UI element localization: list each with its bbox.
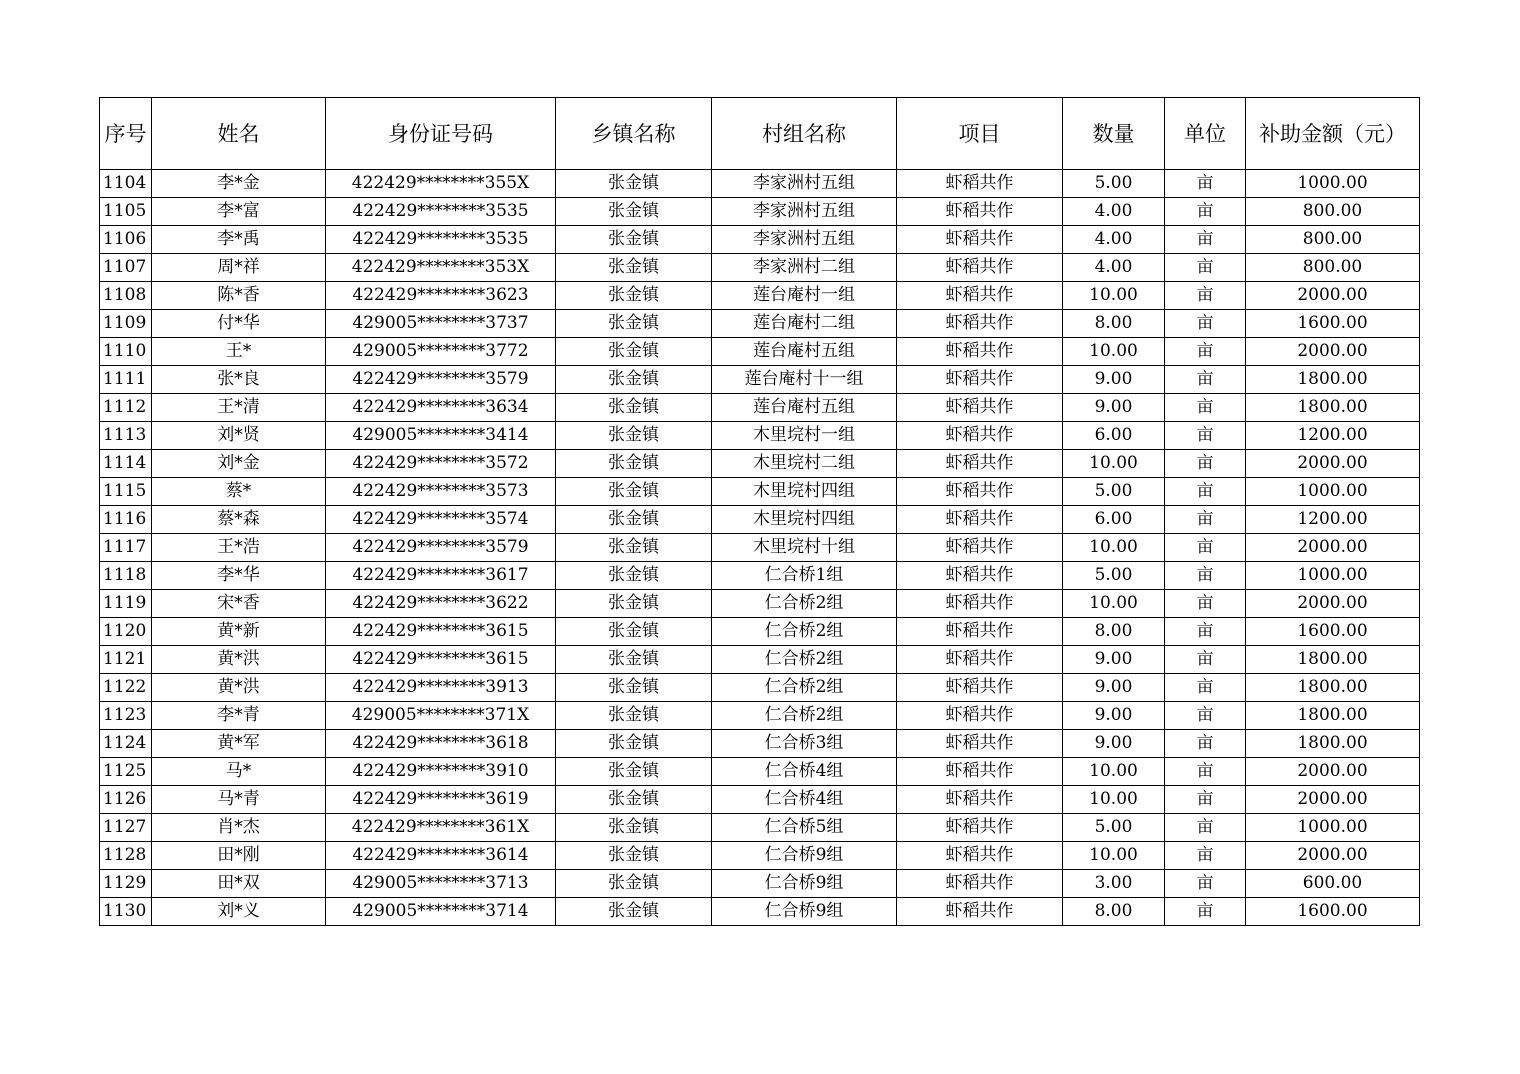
header-project: 项目 (897, 98, 1063, 170)
cell-village: 李家洲村五组 (712, 170, 897, 198)
cell-index: 1124 (100, 730, 152, 758)
cell-quantity: 6.00 (1063, 506, 1165, 534)
cell-name: 李*青 (152, 702, 326, 730)
cell-name: 李*禹 (152, 226, 326, 254)
cell-index: 1105 (100, 198, 152, 226)
cell-village: 木里垸村四组 (712, 506, 897, 534)
table-row (100, 254, 1420, 282)
cell-unit: 亩 (1165, 898, 1246, 926)
cell-quantity: 5.00 (1063, 170, 1165, 198)
cell-town: 张金镇 (556, 646, 712, 674)
cell-name: 田*刚 (152, 842, 326, 870)
cell-index: 1128 (100, 842, 152, 870)
cell-project: 虾稻共作 (897, 254, 1063, 282)
cell-unit: 亩 (1165, 366, 1246, 394)
cell-unit: 亩 (1165, 842, 1246, 870)
cell-id-number: 422429********3618 (326, 730, 556, 758)
table-row (100, 730, 1420, 758)
table-row (100, 422, 1420, 450)
cell-unit: 亩 (1165, 702, 1246, 730)
cell-town: 张金镇 (556, 310, 712, 338)
cell-unit: 亩 (1165, 226, 1246, 254)
cell-project: 虾稻共作 (897, 674, 1063, 702)
cell-town: 张金镇 (556, 254, 712, 282)
cell-town: 张金镇 (556, 534, 712, 562)
cell-village: 仁合桥9组 (712, 842, 897, 870)
cell-unit: 亩 (1165, 562, 1246, 590)
cell-unit: 亩 (1165, 394, 1246, 422)
cell-amount: 800.00 (1246, 198, 1420, 226)
cell-town: 张金镇 (556, 506, 712, 534)
cell-amount: 2000.00 (1246, 338, 1420, 366)
cell-index: 1121 (100, 646, 152, 674)
cell-index: 1130 (100, 898, 152, 926)
cell-index: 1126 (100, 786, 152, 814)
cell-index: 1120 (100, 618, 152, 646)
cell-amount: 1000.00 (1246, 170, 1420, 198)
cell-quantity: 3.00 (1063, 870, 1165, 898)
cell-village: 仁合桥2组 (712, 646, 897, 674)
cell-village: 仁合桥2组 (712, 702, 897, 730)
cell-village: 仁合桥1组 (712, 562, 897, 590)
table-row (100, 618, 1420, 646)
cell-id-number: 422429********3634 (326, 394, 556, 422)
cell-village: 仁合桥2组 (712, 618, 897, 646)
cell-amount: 1800.00 (1246, 394, 1420, 422)
table-row (100, 758, 1420, 786)
cell-id-number: 429005********3772 (326, 338, 556, 366)
cell-id-number: 422429********3614 (326, 842, 556, 870)
cell-id-number: 422429********3615 (326, 646, 556, 674)
cell-town: 张金镇 (556, 422, 712, 450)
cell-village: 李家洲村二组 (712, 254, 897, 282)
table-row (100, 842, 1420, 870)
table-row (100, 674, 1420, 702)
cell-project: 虾稻共作 (897, 478, 1063, 506)
cell-name: 李*富 (152, 198, 326, 226)
cell-amount: 1000.00 (1246, 814, 1420, 842)
cell-town: 张金镇 (556, 758, 712, 786)
cell-project: 虾稻共作 (897, 898, 1063, 926)
cell-name: 刘*贤 (152, 422, 326, 450)
table-row (100, 450, 1420, 478)
cell-unit: 亩 (1165, 310, 1246, 338)
cell-quantity: 4.00 (1063, 254, 1165, 282)
cell-quantity: 5.00 (1063, 814, 1165, 842)
cell-id-number: 422429********3579 (326, 534, 556, 562)
cell-name: 黄*洪 (152, 674, 326, 702)
cell-index: 1104 (100, 170, 152, 198)
cell-id-number: 422429********3623 (326, 282, 556, 310)
cell-id-number: 422429********3535 (326, 198, 556, 226)
table-row (100, 170, 1420, 198)
cell-quantity: 10.00 (1063, 282, 1165, 310)
cell-quantity: 4.00 (1063, 198, 1165, 226)
header-name: 姓名 (152, 98, 326, 170)
cell-quantity: 8.00 (1063, 898, 1165, 926)
header-town: 乡镇名称 (556, 98, 712, 170)
cell-amount: 1200.00 (1246, 422, 1420, 450)
cell-amount: 2000.00 (1246, 842, 1420, 870)
cell-index: 1123 (100, 702, 152, 730)
cell-amount: 1600.00 (1246, 618, 1420, 646)
subsidy-table (99, 97, 1420, 926)
cell-id-number: 429005********3737 (326, 310, 556, 338)
cell-village: 仁合桥4组 (712, 758, 897, 786)
cell-id-number: 422429********3910 (326, 758, 556, 786)
cell-project: 虾稻共作 (897, 506, 1063, 534)
cell-amount: 2000.00 (1246, 786, 1420, 814)
cell-unit: 亩 (1165, 282, 1246, 310)
table-row (100, 226, 1420, 254)
cell-id-number: 429005********3414 (326, 422, 556, 450)
table-row (100, 338, 1420, 366)
cell-project: 虾稻共作 (897, 394, 1063, 422)
cell-name: 王*清 (152, 394, 326, 422)
cell-quantity: 10.00 (1063, 758, 1165, 786)
cell-village: 仁合桥4组 (712, 786, 897, 814)
cell-id-number: 422429********3913 (326, 674, 556, 702)
cell-id-number: 422429********3619 (326, 786, 556, 814)
cell-name: 田*双 (152, 870, 326, 898)
cell-unit: 亩 (1165, 870, 1246, 898)
cell-id-number: 422429********355X (326, 170, 556, 198)
cell-amount: 2000.00 (1246, 590, 1420, 618)
cell-quantity: 9.00 (1063, 646, 1165, 674)
cell-project: 虾稻共作 (897, 870, 1063, 898)
cell-amount: 2000.00 (1246, 282, 1420, 310)
cell-name: 黄*军 (152, 730, 326, 758)
cell-quantity: 9.00 (1063, 730, 1165, 758)
cell-town: 张金镇 (556, 702, 712, 730)
cell-index: 1106 (100, 226, 152, 254)
cell-name: 肖*杰 (152, 814, 326, 842)
cell-project: 虾稻共作 (897, 226, 1063, 254)
cell-quantity: 5.00 (1063, 562, 1165, 590)
cell-village: 莲台庵村二组 (712, 310, 897, 338)
cell-town: 张金镇 (556, 898, 712, 926)
cell-project: 虾稻共作 (897, 310, 1063, 338)
cell-name: 王*浩 (152, 534, 326, 562)
cell-quantity: 9.00 (1063, 366, 1165, 394)
cell-quantity: 10.00 (1063, 450, 1165, 478)
cell-village: 仁合桥2组 (712, 590, 897, 618)
cell-project: 虾稻共作 (897, 198, 1063, 226)
table-row (100, 870, 1420, 898)
cell-quantity: 10.00 (1063, 786, 1165, 814)
cell-unit: 亩 (1165, 422, 1246, 450)
cell-village: 莲台庵村十一组 (712, 366, 897, 394)
cell-village: 莲台庵村五组 (712, 338, 897, 366)
cell-amount: 1600.00 (1246, 310, 1420, 338)
cell-id-number: 422429********3572 (326, 450, 556, 478)
cell-amount: 800.00 (1246, 254, 1420, 282)
cell-village: 仁合桥3组 (712, 730, 897, 758)
cell-index: 1129 (100, 870, 152, 898)
cell-amount: 2000.00 (1246, 450, 1420, 478)
cell-village: 仁合桥5组 (712, 814, 897, 842)
cell-village: 仁合桥9组 (712, 898, 897, 926)
header-index: 序号 (100, 98, 152, 170)
header-unit: 单位 (1165, 98, 1246, 170)
cell-quantity: 10.00 (1063, 842, 1165, 870)
cell-name: 周*祥 (152, 254, 326, 282)
cell-index: 1112 (100, 394, 152, 422)
cell-town: 张金镇 (556, 590, 712, 618)
cell-town: 张金镇 (556, 338, 712, 366)
cell-unit: 亩 (1165, 646, 1246, 674)
cell-index: 1114 (100, 450, 152, 478)
cell-unit: 亩 (1165, 674, 1246, 702)
cell-quantity: 9.00 (1063, 702, 1165, 730)
cell-quantity: 10.00 (1063, 338, 1165, 366)
cell-unit: 亩 (1165, 338, 1246, 366)
cell-project: 虾稻共作 (897, 422, 1063, 450)
cell-id-number: 422429********3579 (326, 366, 556, 394)
cell-town: 张金镇 (556, 730, 712, 758)
cell-id-number: 422429********353X (326, 254, 556, 282)
cell-project: 虾稻共作 (897, 282, 1063, 310)
cell-village: 莲台庵村五组 (712, 394, 897, 422)
cell-village: 莲台庵村一组 (712, 282, 897, 310)
table-row (100, 814, 1420, 842)
cell-town: 张金镇 (556, 226, 712, 254)
cell-town: 张金镇 (556, 618, 712, 646)
cell-amount: 1800.00 (1246, 646, 1420, 674)
cell-quantity: 6.00 (1063, 422, 1165, 450)
cell-name: 李*华 (152, 562, 326, 590)
table-row (100, 394, 1420, 422)
cell-amount: 2000.00 (1246, 758, 1420, 786)
table-header (100, 98, 1420, 170)
cell-unit: 亩 (1165, 534, 1246, 562)
cell-town: 张金镇 (556, 870, 712, 898)
cell-unit: 亩 (1165, 618, 1246, 646)
cell-town: 张金镇 (556, 478, 712, 506)
cell-index: 1122 (100, 674, 152, 702)
cell-id-number: 422429********361X (326, 814, 556, 842)
cell-id-number: 429005********371X (326, 702, 556, 730)
table-row (100, 646, 1420, 674)
cell-id-number: 422429********3615 (326, 618, 556, 646)
table-row (100, 898, 1420, 926)
table-row (100, 478, 1420, 506)
cell-name: 刘*金 (152, 450, 326, 478)
cell-quantity: 4.00 (1063, 226, 1165, 254)
cell-village: 木里垸村一组 (712, 422, 897, 450)
cell-name: 黄*新 (152, 618, 326, 646)
table-row (100, 562, 1420, 590)
cell-project: 虾稻共作 (897, 338, 1063, 366)
cell-quantity: 5.00 (1063, 478, 1165, 506)
cell-project: 虾稻共作 (897, 842, 1063, 870)
cell-index: 1125 (100, 758, 152, 786)
cell-project: 虾稻共作 (897, 590, 1063, 618)
cell-id-number: 429005********3713 (326, 870, 556, 898)
table-row (100, 282, 1420, 310)
cell-unit: 亩 (1165, 478, 1246, 506)
cell-town: 张金镇 (556, 198, 712, 226)
cell-project: 虾稻共作 (897, 618, 1063, 646)
cell-village: 仁合桥9组 (712, 870, 897, 898)
cell-id-number: 422429********3535 (326, 226, 556, 254)
cell-name: 蔡* (152, 478, 326, 506)
cell-project: 虾稻共作 (897, 562, 1063, 590)
cell-name: 宋*香 (152, 590, 326, 618)
cell-unit: 亩 (1165, 814, 1246, 842)
cell-town: 张金镇 (556, 562, 712, 590)
cell-amount: 2000.00 (1246, 534, 1420, 562)
cell-town: 张金镇 (556, 394, 712, 422)
cell-town: 张金镇 (556, 366, 712, 394)
cell-id-number: 422429********3573 (326, 478, 556, 506)
cell-village: 木里垸村十组 (712, 534, 897, 562)
table-row (100, 506, 1420, 534)
cell-index: 1108 (100, 282, 152, 310)
cell-name: 张*良 (152, 366, 326, 394)
cell-amount: 1600.00 (1246, 898, 1420, 926)
cell-project: 虾稻共作 (897, 366, 1063, 394)
cell-name: 王* (152, 338, 326, 366)
header-quantity: 数量 (1063, 98, 1165, 170)
cell-town: 张金镇 (556, 842, 712, 870)
cell-amount: 800.00 (1246, 226, 1420, 254)
cell-id-number: 429005********3714 (326, 898, 556, 926)
table-row (100, 702, 1420, 730)
cell-index: 1116 (100, 506, 152, 534)
cell-project: 虾稻共作 (897, 450, 1063, 478)
cell-quantity: 10.00 (1063, 590, 1165, 618)
table-row (100, 310, 1420, 338)
header-village: 村组名称 (712, 98, 897, 170)
cell-id-number: 422429********3574 (326, 506, 556, 534)
table-body (100, 170, 1420, 926)
cell-amount: 1000.00 (1246, 562, 1420, 590)
cell-index: 1107 (100, 254, 152, 282)
cell-index: 1110 (100, 338, 152, 366)
cell-project: 虾稻共作 (897, 758, 1063, 786)
cell-index: 1111 (100, 366, 152, 394)
table-row (100, 534, 1420, 562)
cell-amount: 1000.00 (1246, 478, 1420, 506)
cell-amount: 1800.00 (1246, 366, 1420, 394)
cell-town: 张金镇 (556, 674, 712, 702)
cell-town: 张金镇 (556, 282, 712, 310)
cell-quantity: 8.00 (1063, 310, 1165, 338)
cell-amount: 1800.00 (1246, 674, 1420, 702)
cell-name: 陈*香 (152, 282, 326, 310)
cell-name: 马* (152, 758, 326, 786)
cell-index: 1109 (100, 310, 152, 338)
cell-id-number: 422429********3617 (326, 562, 556, 590)
cell-amount: 1800.00 (1246, 702, 1420, 730)
cell-quantity: 10.00 (1063, 534, 1165, 562)
table-row (100, 366, 1420, 394)
cell-town: 张金镇 (556, 170, 712, 198)
cell-index: 1117 (100, 534, 152, 562)
cell-unit: 亩 (1165, 758, 1246, 786)
cell-name: 蔡*森 (152, 506, 326, 534)
cell-village: 仁合桥2组 (712, 674, 897, 702)
cell-unit: 亩 (1165, 730, 1246, 758)
cell-unit: 亩 (1165, 590, 1246, 618)
header-amount: 补助金额（元） (1246, 98, 1420, 170)
cell-index: 1119 (100, 590, 152, 618)
cell-amount: 1200.00 (1246, 506, 1420, 534)
cell-quantity: 9.00 (1063, 394, 1165, 422)
cell-index: 1115 (100, 478, 152, 506)
cell-amount: 1800.00 (1246, 730, 1420, 758)
header-row (100, 98, 1420, 170)
cell-unit: 亩 (1165, 170, 1246, 198)
cell-project: 虾稻共作 (897, 170, 1063, 198)
cell-unit: 亩 (1165, 198, 1246, 226)
header-id-number: 身份证号码 (326, 98, 556, 170)
cell-town: 张金镇 (556, 786, 712, 814)
cell-project: 虾稻共作 (897, 646, 1063, 674)
cell-village: 李家洲村五组 (712, 198, 897, 226)
cell-quantity: 9.00 (1063, 674, 1165, 702)
cell-project: 虾稻共作 (897, 814, 1063, 842)
table-row (100, 198, 1420, 226)
cell-name: 李*金 (152, 170, 326, 198)
cell-unit: 亩 (1165, 254, 1246, 282)
cell-town: 张金镇 (556, 450, 712, 478)
table-row (100, 590, 1420, 618)
cell-index: 1118 (100, 562, 152, 590)
cell-unit: 亩 (1165, 450, 1246, 478)
cell-project: 虾稻共作 (897, 534, 1063, 562)
cell-town: 张金镇 (556, 814, 712, 842)
cell-project: 虾稻共作 (897, 786, 1063, 814)
cell-name: 付*华 (152, 310, 326, 338)
cell-village: 木里垸村四组 (712, 478, 897, 506)
cell-name: 马*青 (152, 786, 326, 814)
cell-name: 刘*义 (152, 898, 326, 926)
cell-name: 黄*洪 (152, 646, 326, 674)
cell-index: 1113 (100, 422, 152, 450)
cell-amount: 600.00 (1246, 870, 1420, 898)
cell-quantity: 8.00 (1063, 618, 1165, 646)
cell-unit: 亩 (1165, 506, 1246, 534)
cell-village: 木里垸村二组 (712, 450, 897, 478)
cell-village: 李家洲村五组 (712, 226, 897, 254)
cell-project: 虾稻共作 (897, 730, 1063, 758)
cell-index: 1127 (100, 814, 152, 842)
cell-unit: 亩 (1165, 786, 1246, 814)
cell-id-number: 422429********3622 (326, 590, 556, 618)
cell-project: 虾稻共作 (897, 702, 1063, 730)
table-row (100, 786, 1420, 814)
